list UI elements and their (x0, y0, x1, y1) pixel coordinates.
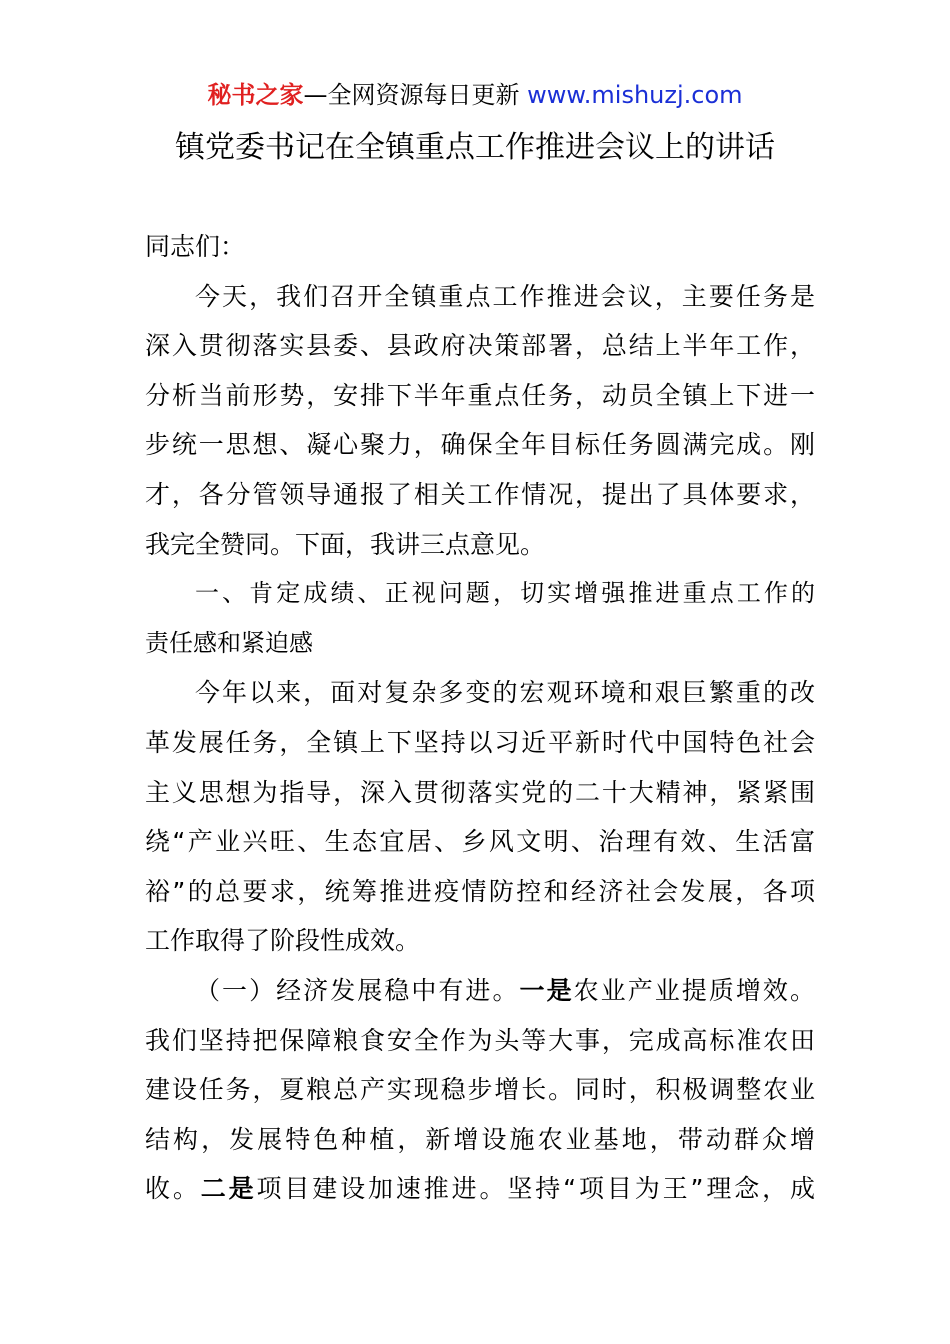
paragraph-line (145, 966, 815, 1016)
document-body (145, 222, 815, 1214)
paragraph-line: 分析当前形势，安排下半年重点任务，动员全镇上下进一 (145, 380, 815, 410)
paragraph-line: 我完全赞同。下面，我讲三点意见。 (145, 529, 546, 559)
site-brand: 秘书之家 (207, 81, 304, 109)
paragraph-text: 农业产业提质增效。 (573, 975, 815, 1005)
paragraph-line: 我们坚持把保障粮食安全作为头等大事，完成高标准农田 (145, 1025, 815, 1055)
paragraph-line: 今天，我们召开全镇重点工作推进会议，主要任务是 (195, 281, 815, 311)
paragraph-line: 革发展任务，全镇上下坚持以习近平新时代中国特色社会 (145, 727, 815, 757)
site-tagline: —全网资源每日更新 (303, 81, 528, 109)
paragraph-line: 主义思想为指导，深入贯彻落实党的二十大精神，紧紧围 (145, 777, 815, 807)
salutation: 同志们： (145, 232, 246, 261)
section-heading: 一、肯定成绩、正视问题，切实增强推进重点工作的 (195, 579, 815, 608)
bold-marker: 一是 (519, 975, 574, 1005)
document-title: 镇党委书记在全镇重点工作推进会议上的讲话 (175, 130, 775, 165)
paragraph-line: 工作取得了阶段性成效。 (145, 926, 421, 956)
paragraph-line: 结构，发展特色种植，新增设施农业基地，带动群众增 (145, 1124, 815, 1154)
section-heading: 责任感和紧迫感 (145, 628, 313, 657)
paragraph-text: 项目建设加速推进。坚持“项目为王”理念，成 (256, 1174, 815, 1204)
subsection-label: （一）经济发展稳中有进。 (195, 975, 520, 1005)
paragraph-line: 才，各分管领导通报了相关工作情况，提出了具体要求， (145, 479, 815, 509)
paragraph-line: 建设任务，夏粮总产实现稳步增长。同时，积极调整农业 (145, 1075, 815, 1105)
paragraph-text: 收。 (145, 1174, 201, 1204)
bold-marker: 二是 (200, 1174, 257, 1204)
paragraph-line: 深入贯彻落实县委、县政府决策部署，总结上半年工作， (145, 331, 815, 361)
paragraph-line: 裕”的总要求，统筹推进疫情防控和经济社会发展，各项 (145, 876, 815, 906)
paragraph-line (145, 1164, 815, 1214)
paragraph-line: 绕“产业兴旺、生态宜居、乡风文明、治理有效、生活富 (145, 827, 815, 857)
paragraph-line: 步统一思想、凝心聚力，确保全年目标任务圆满完成。刚 (145, 430, 815, 460)
site-url-link[interactable]: www.mishuzj.com (527, 81, 743, 109)
site-header (0, 78, 950, 112)
paragraph-line: 今年以来，面对复杂多变的宏观环境和艰巨繁重的改 (195, 678, 815, 708)
